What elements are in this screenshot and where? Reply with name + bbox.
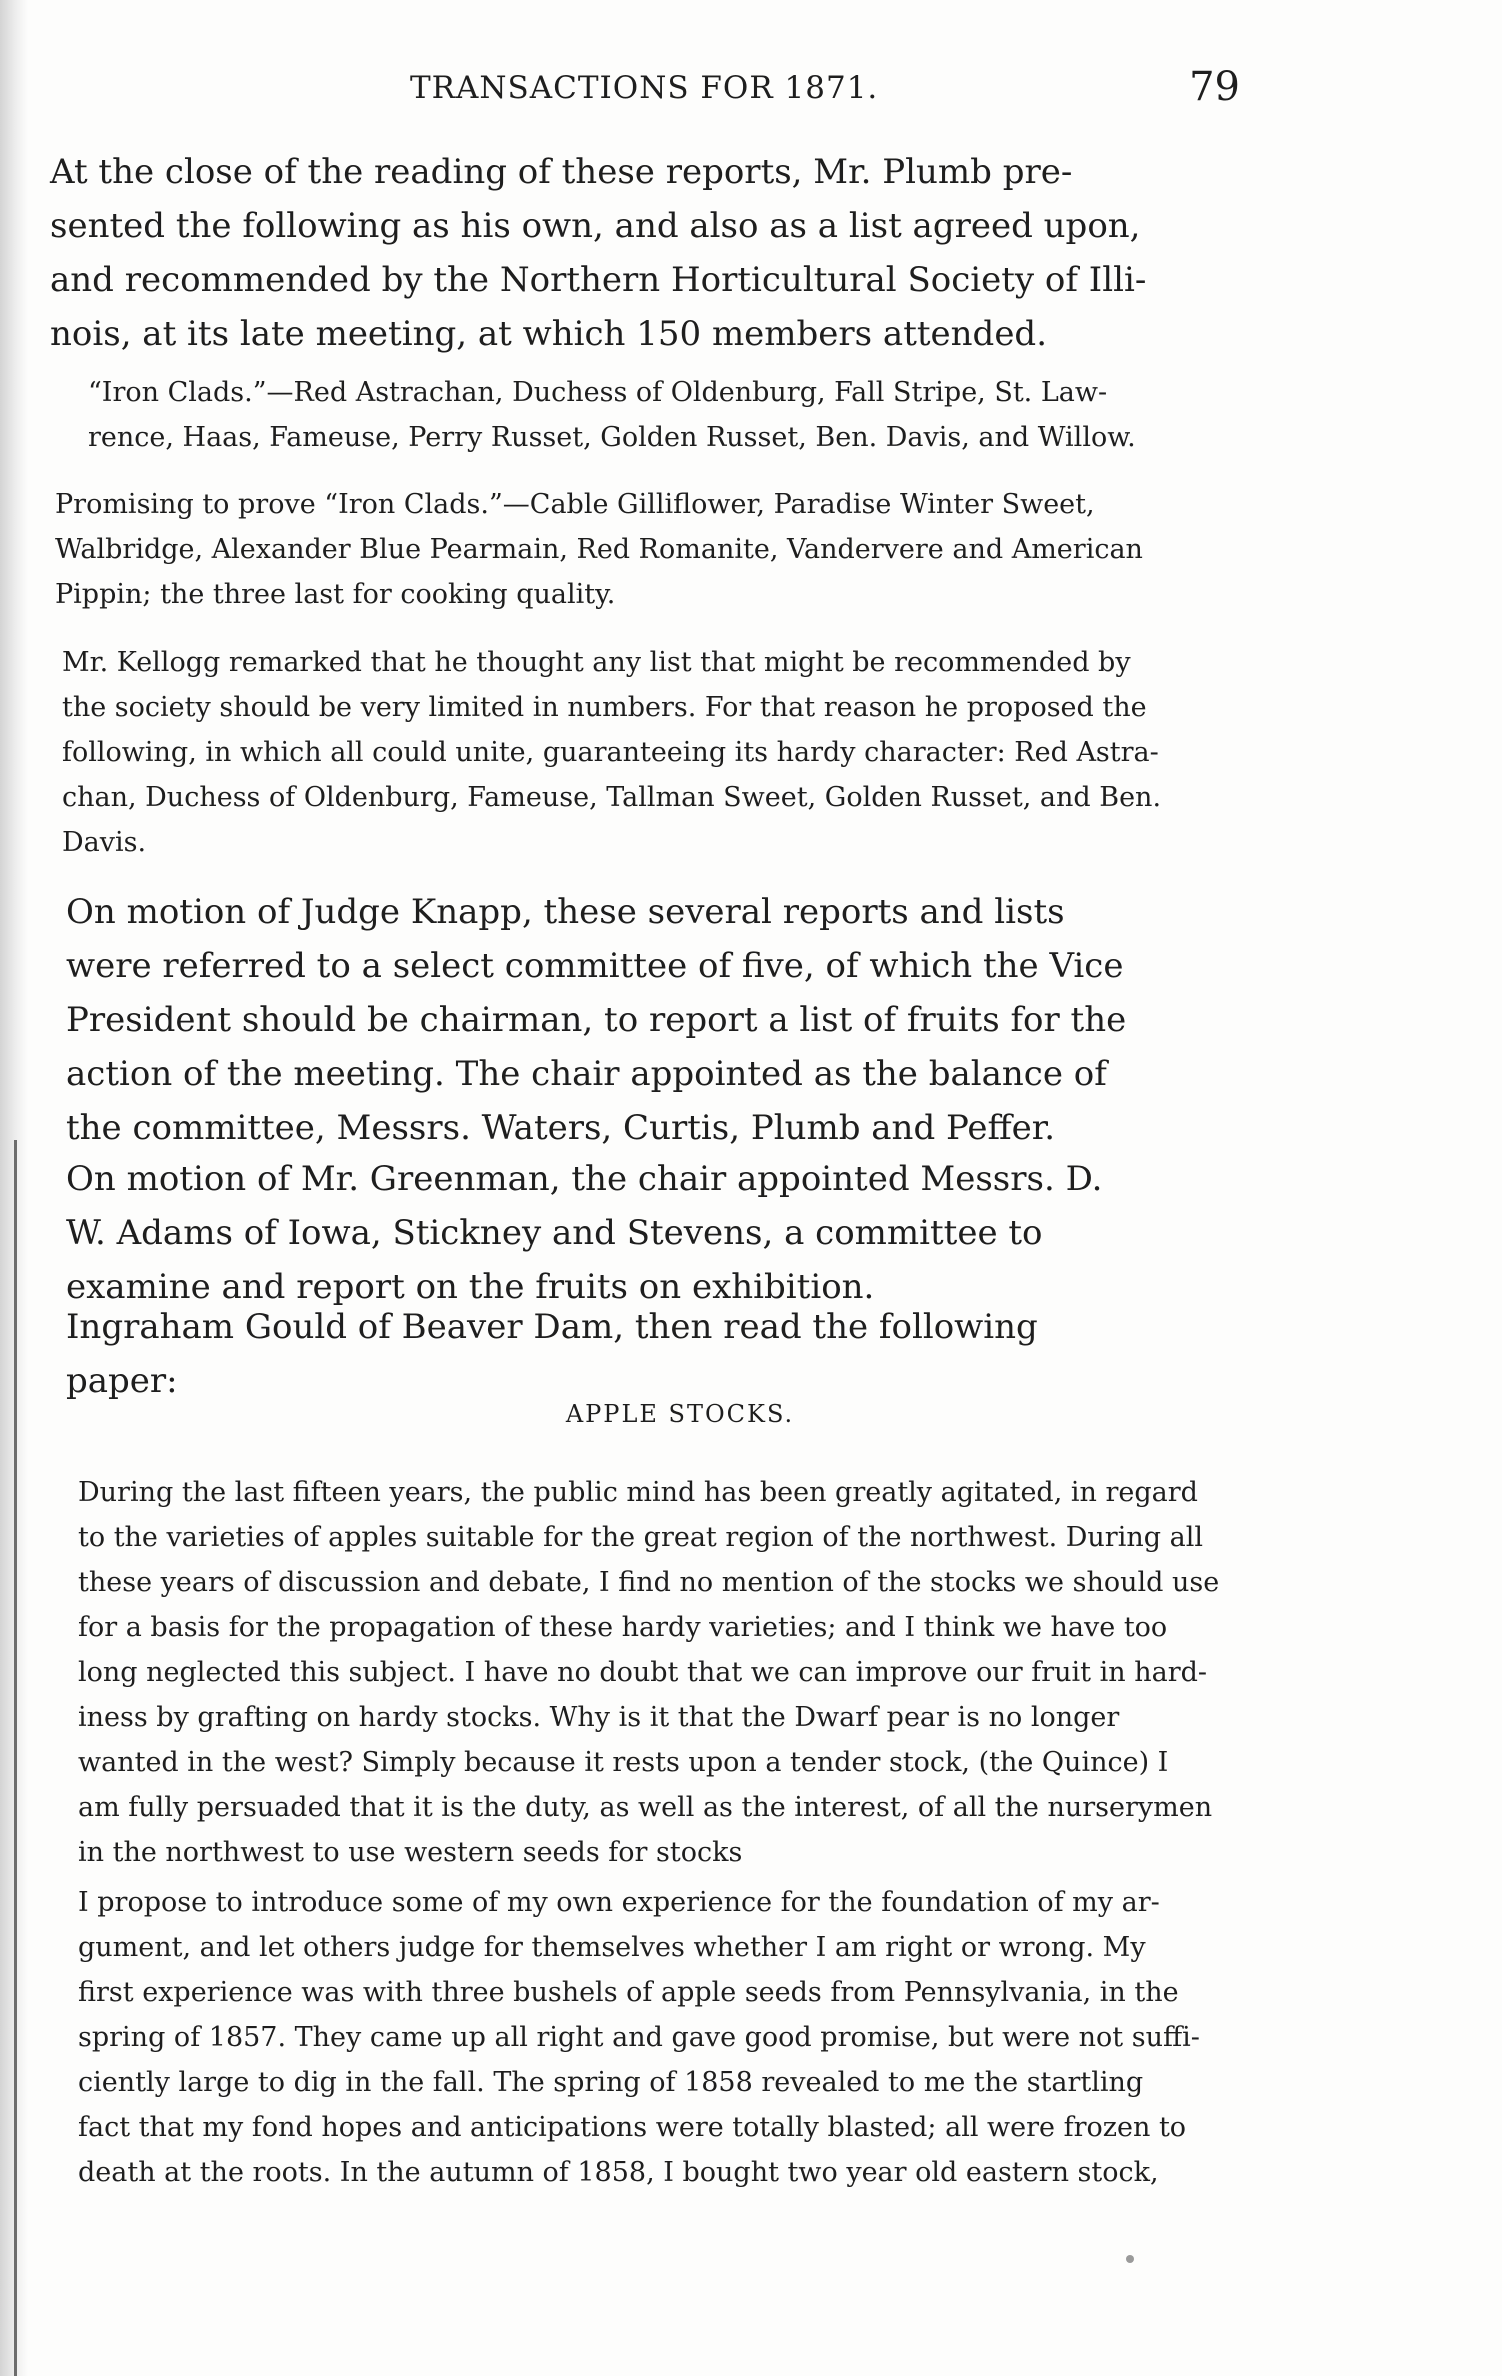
paragraph-kellogg-remarks: Mr. Kellogg remarked that he thought any list that might be recommended by the society should be very limited in numbers. For that reason he proposed the following, in which all could unite, guaranteeing its hardy character: Red Astra- chan, Duchess of Oldenburg, Fameuse, Tallman Sweet, Golden Russet, and Ben. Davis.	[62, 647, 1162, 858]
paragraph-gould-paper-intro: Ingraham Gould of Beaver Dam, then read the following paper:	[66, 1307, 1038, 1401]
paragraph-greenman-motion: On motion of Mr. Greenman, the chair appointed Messrs. D. W. Adams of Iowa, Stickney and Stevens, a committee to examine and report on the fruits on exhibition.	[66, 1159, 1103, 1307]
paragraph-apple-stocks-1: During the last fifteen years, the public mind has been greatly agitated, in regard to the varieties of apples suitable for the great region of the northwest. During all these years of discussion and debate, I find no mention of the stocks we should use for a basis for the propagation of these hardy varieties; and I think we have too long neglected this subject. I have no doubt that we can improve our fruit in hard- iness by grafting on hardy stocks. Why is it that the Dwarf pear is no longer wanted in the west? Simply because it rests upon a tender stock, (the Quince) I am fully persuaded that it is the duty, as well as the interest, of all the nurserymen in the northwest to use western seeds for stocks	[78, 1477, 1220, 1868]
page-number: 79	[1189, 64, 1240, 110]
margin-rule	[14, 1140, 17, 2376]
ink-speck	[1126, 2255, 1134, 2263]
running-head: TRANSACTIONS FOR 1871.	[410, 70, 879, 106]
paragraph-plumb-list-intro: At the close of the reading of these reports, Mr. Plumb pre- sented the following as his own, and also as a list agreed upon, and recommended by the Northern Horticultural Society of Illi- nois, at its late meeting, at which 150 members attended.	[50, 152, 1147, 354]
paragraph-promising-iron-clads: Promising to prove “Iron Clads.”—Cable Gilliflower, Paradise Winter Sweet, Walbridge, Alexander Blue Pearmain, Red Romanite, Vandervere and American Pippin; the three last for cooking quality.	[55, 489, 1143, 610]
page-header	[410, 60, 1240, 120]
paragraph-iron-clads: “Iron Clads.”—Red Astrachan, Duchess of Oldenburg, Fall Stripe, St. Law- rence, Haas, Fameuse, Perry Russet, Golden Russet, Ben. Davis, and Willow.	[88, 377, 1136, 453]
paragraph-knapp-motion: On motion of Judge Knapp, these several reports and lists were referred to a select committee of five, of which the Vice President should be chairman, to report a list of fruits for the action of the meeting. The chair appointed as the balance of the committee, Messrs. Waters, Curtis, Plumb and Peffer.	[66, 892, 1127, 1148]
paragraph-apple-stocks-2: I propose to introduce some of my own experience for the foundation of my ar- gument, and let others judge for themselves whether I am right or wrong. My first experience was with three bushels of apple seeds from Pennsylvania, in the spring of 1857. They came up all right and gave good promise, but were not suffi- ciently large to dig in the fall. The spring of 1858 revealed to me the startling fact that my fond hopes and anticipations were totally blasted; all were frozen to death at the roots. In the autumn of 1858, I bought two year old eastern stock,	[78, 1887, 1200, 2188]
section-heading: APPLE STOCKS.	[565, 1400, 795, 1428]
